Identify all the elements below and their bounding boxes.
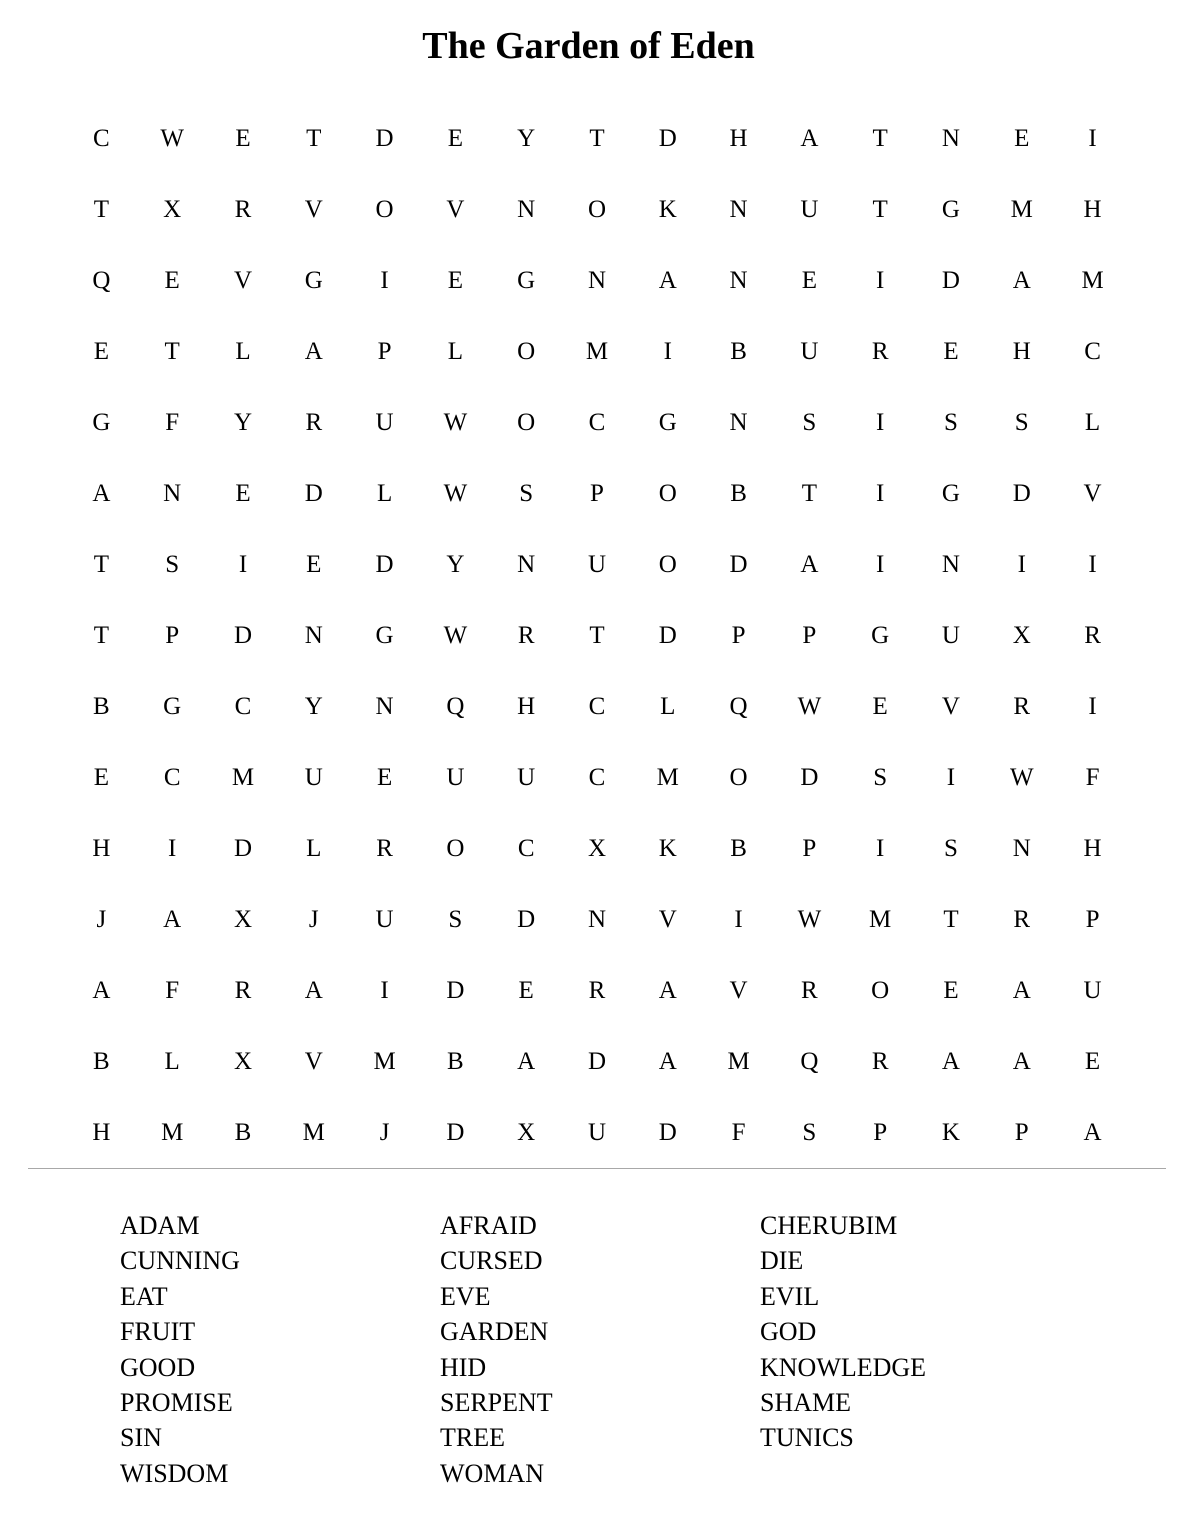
grid-letter: A (92, 977, 111, 1004)
grid-letter: A (1012, 977, 1031, 1004)
grid-letter: I (380, 267, 389, 294)
grid-letter: R (1084, 622, 1101, 649)
word-list-item: ADAM (120, 1211, 200, 1240)
grid-letter: Y (304, 693, 323, 720)
grid-letter: N (163, 480, 182, 507)
grid-letter: S (944, 409, 958, 436)
letter-grid (66, 103, 1128, 1168)
grid-letter: A (92, 480, 111, 507)
grid-letter: W (797, 693, 822, 720)
grid-letter: O (517, 409, 536, 436)
grid-letter: D (658, 622, 677, 649)
grid-letter: N (729, 409, 748, 436)
grid-letter: D (1012, 480, 1031, 507)
grid-letter: A (304, 977, 323, 1004)
grid-letter: N (375, 693, 394, 720)
grid-letter: K (658, 835, 677, 862)
grid-letter: X (587, 835, 606, 862)
grid-letter: E (235, 480, 251, 507)
grid-letter: Q (800, 1048, 819, 1075)
grid-letter: L (660, 693, 676, 720)
grid-letter: O (658, 551, 677, 578)
grid-letter: X (1012, 622, 1031, 649)
word-list-item: WISDOM (120, 1458, 229, 1488)
grid-letter: T (589, 622, 605, 649)
grid-letter: I (876, 267, 885, 294)
word-list-item: GOD (760, 1317, 817, 1347)
grid-letter: O (517, 338, 536, 365)
grid-letter: A (517, 1048, 536, 1075)
word-list-item: TUNICS (760, 1423, 854, 1453)
grid-letter: P (590, 480, 604, 507)
grid-letter: D (941, 267, 960, 294)
grid-letter: N (587, 267, 606, 294)
grid-letter: A (800, 125, 819, 152)
grid-letter: T (872, 196, 888, 223)
grid-letter: O (587, 196, 606, 223)
grid-letter: T (164, 338, 180, 365)
grid-letter: M (1010, 196, 1033, 223)
grid-letter: K (941, 1119, 960, 1146)
grid-letter: B (730, 480, 747, 507)
grid-letter: I (1088, 125, 1097, 152)
grid-letter: D (658, 1119, 677, 1146)
grid-letter: X (233, 1048, 253, 1075)
grid-letter: I (1017, 551, 1026, 578)
grid-letter: D (729, 551, 748, 578)
grid-letter: Y (233, 409, 253, 436)
grid-letter: W (797, 906, 822, 933)
grid-letter: C (517, 835, 535, 862)
grid-letter: T (93, 196, 110, 223)
grid-letter: K (658, 196, 677, 223)
word-column (760, 1208, 1060, 1456)
grid-letter: B (730, 338, 747, 365)
grid-letter: S (802, 1119, 817, 1146)
grid-letter: I (168, 835, 177, 862)
word-list-item: CURSED (440, 1246, 543, 1276)
grid-letter: R (517, 622, 535, 649)
grid-letter: X (163, 196, 182, 223)
grid-letter: T (943, 906, 959, 933)
grid-letter: D (375, 551, 394, 578)
grid-letter: T (93, 622, 110, 649)
grid-letter: P (731, 622, 746, 649)
grid-letter: X (233, 906, 253, 933)
grid-letter: I (238, 551, 248, 578)
grid-letter: U (800, 196, 819, 223)
grid-letter: E (1084, 1048, 1101, 1075)
grid-letter: Y (517, 125, 536, 152)
grid-letter: V (304, 196, 323, 223)
grid-letter: E (943, 977, 959, 1004)
grid-letter: U (375, 906, 394, 933)
grid-letter: W (443, 409, 468, 436)
grid-letter: A (658, 1048, 677, 1075)
grid-letter: S (519, 480, 534, 507)
word-list-item: CHERUBIM (760, 1211, 898, 1240)
grid-letter: M (585, 338, 609, 365)
grid-letter: A (800, 551, 819, 578)
grid-letter: H (92, 1119, 111, 1146)
grid-letter: C (588, 764, 606, 791)
word-list-item: EAT (120, 1281, 168, 1311)
grid-letter: S (448, 906, 463, 933)
grid-letter: R (305, 409, 323, 436)
grid-letter: V (446, 196, 465, 223)
grid-letter: Q (729, 693, 748, 720)
grid-letter: C (163, 764, 181, 791)
grid-letter: T (306, 125, 322, 152)
grid-letter: V (941, 693, 960, 720)
puzzle-title: The Garden of Eden (422, 25, 755, 67)
word-list-item: EVIL (760, 1281, 820, 1311)
grid-letter: F (165, 409, 180, 436)
grid-letter: N (1012, 835, 1031, 862)
grid-letter: S (802, 409, 817, 436)
grid-letter: R (376, 835, 393, 862)
grid-letter: A (1083, 1119, 1102, 1146)
grid-letter: G (163, 693, 182, 720)
grid-letter: M (869, 906, 892, 933)
grid-letter: I (876, 480, 885, 507)
grid-letter: J (379, 1119, 390, 1146)
grid-letter: M (373, 1048, 396, 1075)
grid-letter: W (160, 125, 184, 152)
grid-letter: T (801, 480, 817, 507)
grid-letter: L (447, 338, 464, 365)
grid-letter: N (517, 196, 536, 223)
grid-letter: G (375, 622, 394, 649)
grid-letter: E (93, 338, 110, 365)
word-list-item: SERPENT (440, 1387, 553, 1417)
grid-letter: N (729, 196, 748, 223)
grid-letter: E (164, 267, 180, 294)
grid-letter: U (1083, 977, 1102, 1004)
grid-letter: W (443, 480, 468, 507)
grid-letter: N (587, 906, 606, 933)
grid-letter: C (1084, 338, 1101, 365)
grid-letter: M (656, 764, 679, 791)
word-list-item: FRUIT (120, 1317, 196, 1347)
grid-letter: U (587, 1119, 606, 1146)
grid-letter: P (165, 622, 180, 649)
word-list-item: HID (440, 1352, 487, 1382)
grid-letter: N (729, 267, 748, 294)
grid-letter: I (876, 835, 885, 862)
grid-letter: B (447, 1048, 464, 1075)
grid-letter: O (446, 835, 465, 862)
grid-letter: U (304, 764, 323, 791)
grid-letter: E (235, 125, 251, 152)
grid-letter: C (588, 693, 606, 720)
grid-letter: E (1014, 125, 1030, 152)
word-list-item: DIE (760, 1246, 804, 1276)
grid-letter: F (731, 1119, 746, 1146)
grid-letter: S (944, 835, 958, 862)
grid-letter: B (234, 1119, 252, 1146)
word-list-item: CUNNING (120, 1246, 240, 1276)
word-list-item: SIN (120, 1423, 162, 1453)
word-list-item: EVE (440, 1281, 491, 1311)
grid-letter: J (308, 906, 319, 933)
grid-letter: B (93, 1048, 110, 1075)
word-column (120, 1208, 420, 1491)
grid-letter: R (234, 196, 252, 223)
grid-letter: D (800, 764, 819, 791)
word-list-item: WOMAN (440, 1458, 544, 1488)
grid-letter: H (92, 835, 111, 862)
grid-letter: O (871, 977, 890, 1004)
grid-letter: H (1012, 338, 1031, 365)
grid-letter: H (729, 125, 748, 152)
word-list-item: AFRAID (440, 1211, 537, 1240)
word-list (0, 1208, 1177, 1498)
grid-letter: E (447, 267, 464, 294)
grid-letter: O (729, 764, 748, 791)
grid-letter: D (233, 835, 253, 862)
grid-letter: C (588, 409, 606, 436)
grid-letter: Q (92, 267, 111, 294)
grid-letter: M (727, 1048, 750, 1075)
grid-letter: A (1012, 267, 1031, 294)
grid-letter: V (1083, 480, 1102, 507)
grid-letter: R (1013, 693, 1031, 720)
grid-letter: P (802, 835, 817, 862)
grid-letter: E (801, 267, 817, 294)
grid-letter: H (1083, 196, 1102, 223)
grid-letter: D (658, 125, 677, 152)
grid-letter: H (1083, 835, 1102, 862)
grid-letter: P (377, 338, 392, 365)
grid-letter: D (446, 1119, 465, 1146)
grid-letter: G (941, 480, 960, 507)
grid-letter: O (658, 480, 677, 507)
grid-letter: V (233, 267, 253, 294)
grid-letter: M (1081, 267, 1104, 294)
grid-letter: L (235, 338, 251, 365)
word-list-item: PROMISE (120, 1387, 233, 1417)
grid-letter: O (375, 196, 394, 223)
grid-letter: G (941, 196, 960, 223)
grid-letter: I (1088, 693, 1097, 720)
grid-letter: E (376, 764, 393, 791)
grid-letter: D (587, 1048, 606, 1075)
grid-letter: R (234, 977, 252, 1004)
grid-letter: R (1013, 906, 1031, 933)
grid-letter: A (658, 977, 677, 1004)
grid-letter: G (871, 622, 890, 649)
word-list-item: TREE (440, 1423, 505, 1453)
grid-letter: U (800, 338, 819, 365)
grid-letter: B (730, 835, 747, 862)
grid-letter: I (876, 409, 885, 436)
grid-letter: A (304, 338, 323, 365)
grid-letter: T (93, 551, 110, 578)
grid-letter: D (517, 906, 536, 933)
grid-letter: D (233, 622, 253, 649)
grid-letter: L (306, 835, 322, 862)
grid-letter: R (871, 338, 889, 365)
grid-letter: V (658, 906, 677, 933)
grid-letter: D (446, 977, 465, 1004)
grid-letter: W (1009, 764, 1034, 791)
word-list-item: GARDEN (440, 1317, 549, 1347)
grid-letter: T (589, 125, 605, 152)
grid-letter: Y (446, 551, 465, 578)
grid-letter: W (443, 622, 468, 649)
grid-letter: M (302, 1119, 325, 1146)
grid-letter: L (164, 1048, 180, 1075)
grid-letter: P (802, 622, 817, 649)
grid-letter: A (658, 267, 677, 294)
grid-letter: E (872, 693, 888, 720)
grid-letter: A (941, 1048, 960, 1075)
grid-letter: J (96, 906, 107, 933)
grid-letter: U (446, 764, 465, 791)
grid-letter: F (165, 977, 180, 1004)
grid-letter: M (161, 1119, 184, 1146)
grid-letter: G (658, 409, 677, 436)
grid-letter: V (729, 977, 748, 1004)
grid-letter: T (872, 125, 888, 152)
grid-letter: N (941, 551, 960, 578)
grid-letter: D (304, 480, 323, 507)
grid-letter: M (231, 764, 255, 791)
grid-letter: N (941, 125, 960, 152)
grid-letter: B (93, 693, 110, 720)
grid-letter: L (376, 480, 393, 507)
grid-letter: E (518, 977, 534, 1004)
word-list-item: SHAME (760, 1387, 852, 1417)
word-list-item: GOOD (120, 1352, 196, 1382)
grid-letter: Q (446, 693, 465, 720)
grid-letter: G (92, 409, 111, 436)
grid-letter: U (587, 551, 606, 578)
grid-letter: E (93, 764, 110, 791)
grid-letter: C (93, 125, 110, 152)
grid-letter: C (234, 693, 252, 720)
grid-letter: F (1085, 764, 1100, 791)
grid-letter: E (447, 125, 464, 152)
grid-letter: A (163, 906, 182, 933)
grid-letter: P (873, 1119, 888, 1146)
grid-letter: E (306, 551, 322, 578)
grid-letter: E (943, 338, 959, 365)
grid-letter: H (517, 693, 536, 720)
grid-letter: N (517, 551, 536, 578)
grid-letter: U (941, 622, 960, 649)
grid-letter: S (165, 551, 180, 578)
grid-letter: S (1014, 409, 1029, 436)
grid-letter: S (873, 764, 888, 791)
grid-letter: R (801, 977, 818, 1004)
grid-letter: P (1085, 906, 1100, 933)
divider-line (28, 1168, 1166, 1169)
grid-letter: I (946, 764, 956, 791)
grid-letter: I (734, 906, 743, 933)
grid-letter: U (517, 764, 536, 791)
word-column (440, 1208, 740, 1491)
grid-letter: R (588, 977, 606, 1004)
grid-letter: I (876, 551, 885, 578)
grid-letter: N (304, 622, 323, 649)
grid-letter: R (871, 1048, 889, 1075)
grid-letter: L (1084, 409, 1101, 436)
grid-letter: V (304, 1048, 323, 1075)
grid-letter: I (663, 338, 672, 365)
grid-letter: G (517, 267, 536, 294)
grid-letter: P (1014, 1119, 1029, 1146)
grid-letter: U (375, 409, 394, 436)
grid-letter: D (375, 125, 394, 152)
grid-letter: I (1088, 551, 1097, 578)
word-list-item: KNOWLEDGE (760, 1352, 927, 1382)
grid-letter: A (1012, 1048, 1031, 1075)
grid-letter: X (517, 1119, 536, 1146)
grid-letter: I (380, 977, 389, 1004)
grid-letter: G (304, 267, 323, 294)
